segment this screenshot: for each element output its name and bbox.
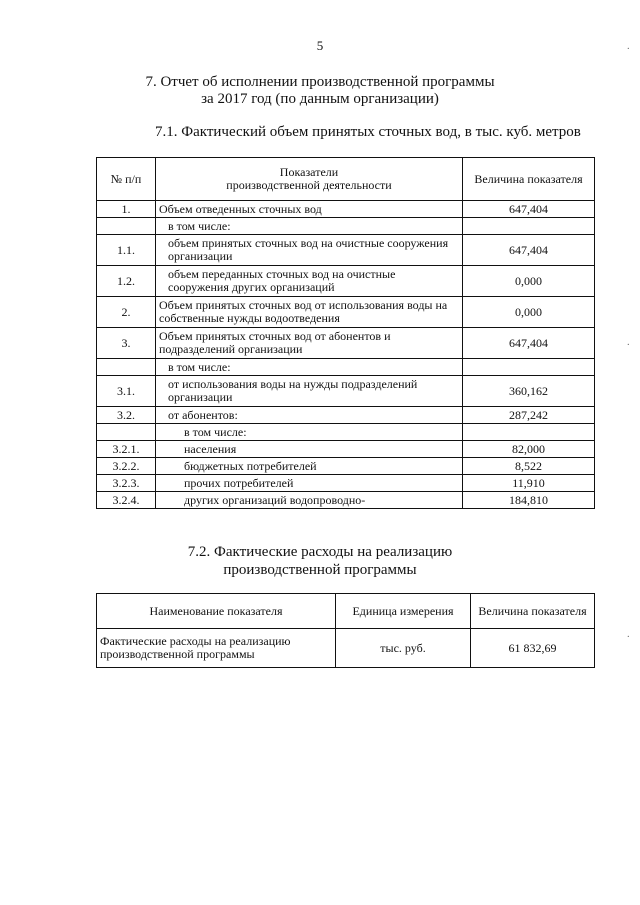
row-value: 8,522 bbox=[463, 458, 595, 475]
table-row bbox=[97, 407, 595, 424]
row-name: в том числе: bbox=[156, 359, 463, 376]
row-number: 3.2.2. bbox=[97, 458, 156, 475]
header-indicators-line-1: Показатели bbox=[279, 165, 339, 179]
row-number: 3.2. bbox=[97, 407, 156, 424]
row-number: 2. bbox=[97, 297, 156, 328]
row-number: 1. bbox=[97, 201, 156, 218]
wastewater-volume-table bbox=[96, 157, 595, 509]
row-number: 3.1. bbox=[97, 376, 156, 407]
row-value: 647,404 bbox=[463, 328, 595, 359]
row-value bbox=[463, 359, 595, 376]
row-name: объем переданных сточных вод на очистные сооружения других организаций bbox=[156, 266, 463, 297]
row-number bbox=[97, 424, 156, 441]
header-value: Величина показателя bbox=[471, 594, 595, 629]
row-name: от использования воды на нужды подразделений организации bbox=[156, 376, 463, 407]
row-value: 82,000 bbox=[463, 441, 595, 458]
row-number: 3. bbox=[97, 328, 156, 359]
edge-mark: · bbox=[626, 44, 630, 55]
row-number: 3.2.3. bbox=[97, 475, 156, 492]
row-number: 1.1. bbox=[97, 235, 156, 266]
header-number: № п/п bbox=[97, 158, 156, 201]
row-value: 61 832,69 bbox=[471, 629, 595, 668]
report-title bbox=[0, 74, 640, 108]
row-value: 11,910 bbox=[463, 475, 595, 492]
row-name: объем принятых сточных вод на очистные сооружения организации bbox=[156, 235, 463, 266]
row-number bbox=[97, 218, 156, 235]
table-row bbox=[97, 297, 595, 328]
table-row bbox=[97, 441, 595, 458]
section-7-1-title: 7.1. Фактический объем принятых сточных вод, в тыс. куб. метров bbox=[155, 124, 581, 140]
table-row bbox=[97, 201, 595, 218]
row-value: 647,404 bbox=[463, 235, 595, 266]
report-title-line-2: за 2017 год (по данным организации) bbox=[201, 91, 439, 107]
row-name: бюджетных потребителей bbox=[156, 458, 463, 475]
edge-mark: · bbox=[626, 632, 630, 643]
row-value: 287,242 bbox=[463, 407, 595, 424]
row-value: 184,810 bbox=[463, 492, 595, 509]
table-row bbox=[97, 266, 595, 297]
table-header-row bbox=[97, 158, 595, 201]
table-row bbox=[97, 475, 595, 492]
table-row bbox=[97, 328, 595, 359]
section-7-2-title bbox=[0, 543, 640, 579]
table-row bbox=[97, 492, 595, 509]
table-header-row bbox=[97, 594, 595, 629]
actual-expenses-table bbox=[96, 593, 595, 668]
header-indicators bbox=[156, 158, 463, 201]
report-title-line-1: 7. Отчет об исполнении производственной программы bbox=[145, 74, 495, 90]
header-indicator-name: Наименование показателя bbox=[97, 594, 336, 629]
row-value: 0,000 bbox=[463, 266, 595, 297]
row-name: прочих потребителей bbox=[156, 475, 463, 492]
row-number: 1.2. bbox=[97, 266, 156, 297]
section-7-2-title-line-1: 7.2. Фактические расходы на реализацию bbox=[187, 544, 453, 560]
row-value: 647,404 bbox=[463, 201, 595, 218]
row-value: 360,162 bbox=[463, 376, 595, 407]
header-indicators-line-2: производственной деятельности bbox=[226, 178, 392, 192]
row-unit: тыс. руб. bbox=[336, 629, 471, 668]
header-value: Величина показателя bbox=[463, 158, 595, 201]
row-value bbox=[463, 424, 595, 441]
header-unit: Единица измерения bbox=[336, 594, 471, 629]
row-number: 3.2.1. bbox=[97, 441, 156, 458]
row-name: в том числе: bbox=[156, 424, 463, 441]
table-row bbox=[97, 424, 595, 441]
section-7-2-title-line-2: производственной программы bbox=[223, 562, 417, 578]
row-name: от абонентов: bbox=[156, 407, 463, 424]
row-name: других организаций водопроводно- bbox=[156, 492, 463, 509]
row-value bbox=[463, 218, 595, 235]
row-name: в том числе: bbox=[156, 218, 463, 235]
table-row bbox=[97, 629, 595, 668]
table-row bbox=[97, 458, 595, 475]
row-value: 0,000 bbox=[463, 297, 595, 328]
row-name: Фактические расходы на реализацию производственной программы bbox=[97, 629, 336, 668]
row-number bbox=[97, 359, 156, 376]
page-number: 5 bbox=[316, 38, 324, 53]
row-name: Объем принятых сточных вод от использования воды на собственные нужды водоотведения bbox=[156, 297, 463, 328]
table-row bbox=[97, 359, 595, 376]
table-row bbox=[97, 376, 595, 407]
row-name: Объем отведенных сточных вод bbox=[156, 201, 463, 218]
table-row bbox=[97, 218, 595, 235]
row-name: Объем принятых сточных вод от абонентов и подразделений организации bbox=[156, 328, 463, 359]
edge-mark: · bbox=[626, 340, 630, 351]
table-row bbox=[97, 235, 595, 266]
row-name: населения bbox=[156, 441, 463, 458]
row-number: 3.2.4. bbox=[97, 492, 156, 509]
